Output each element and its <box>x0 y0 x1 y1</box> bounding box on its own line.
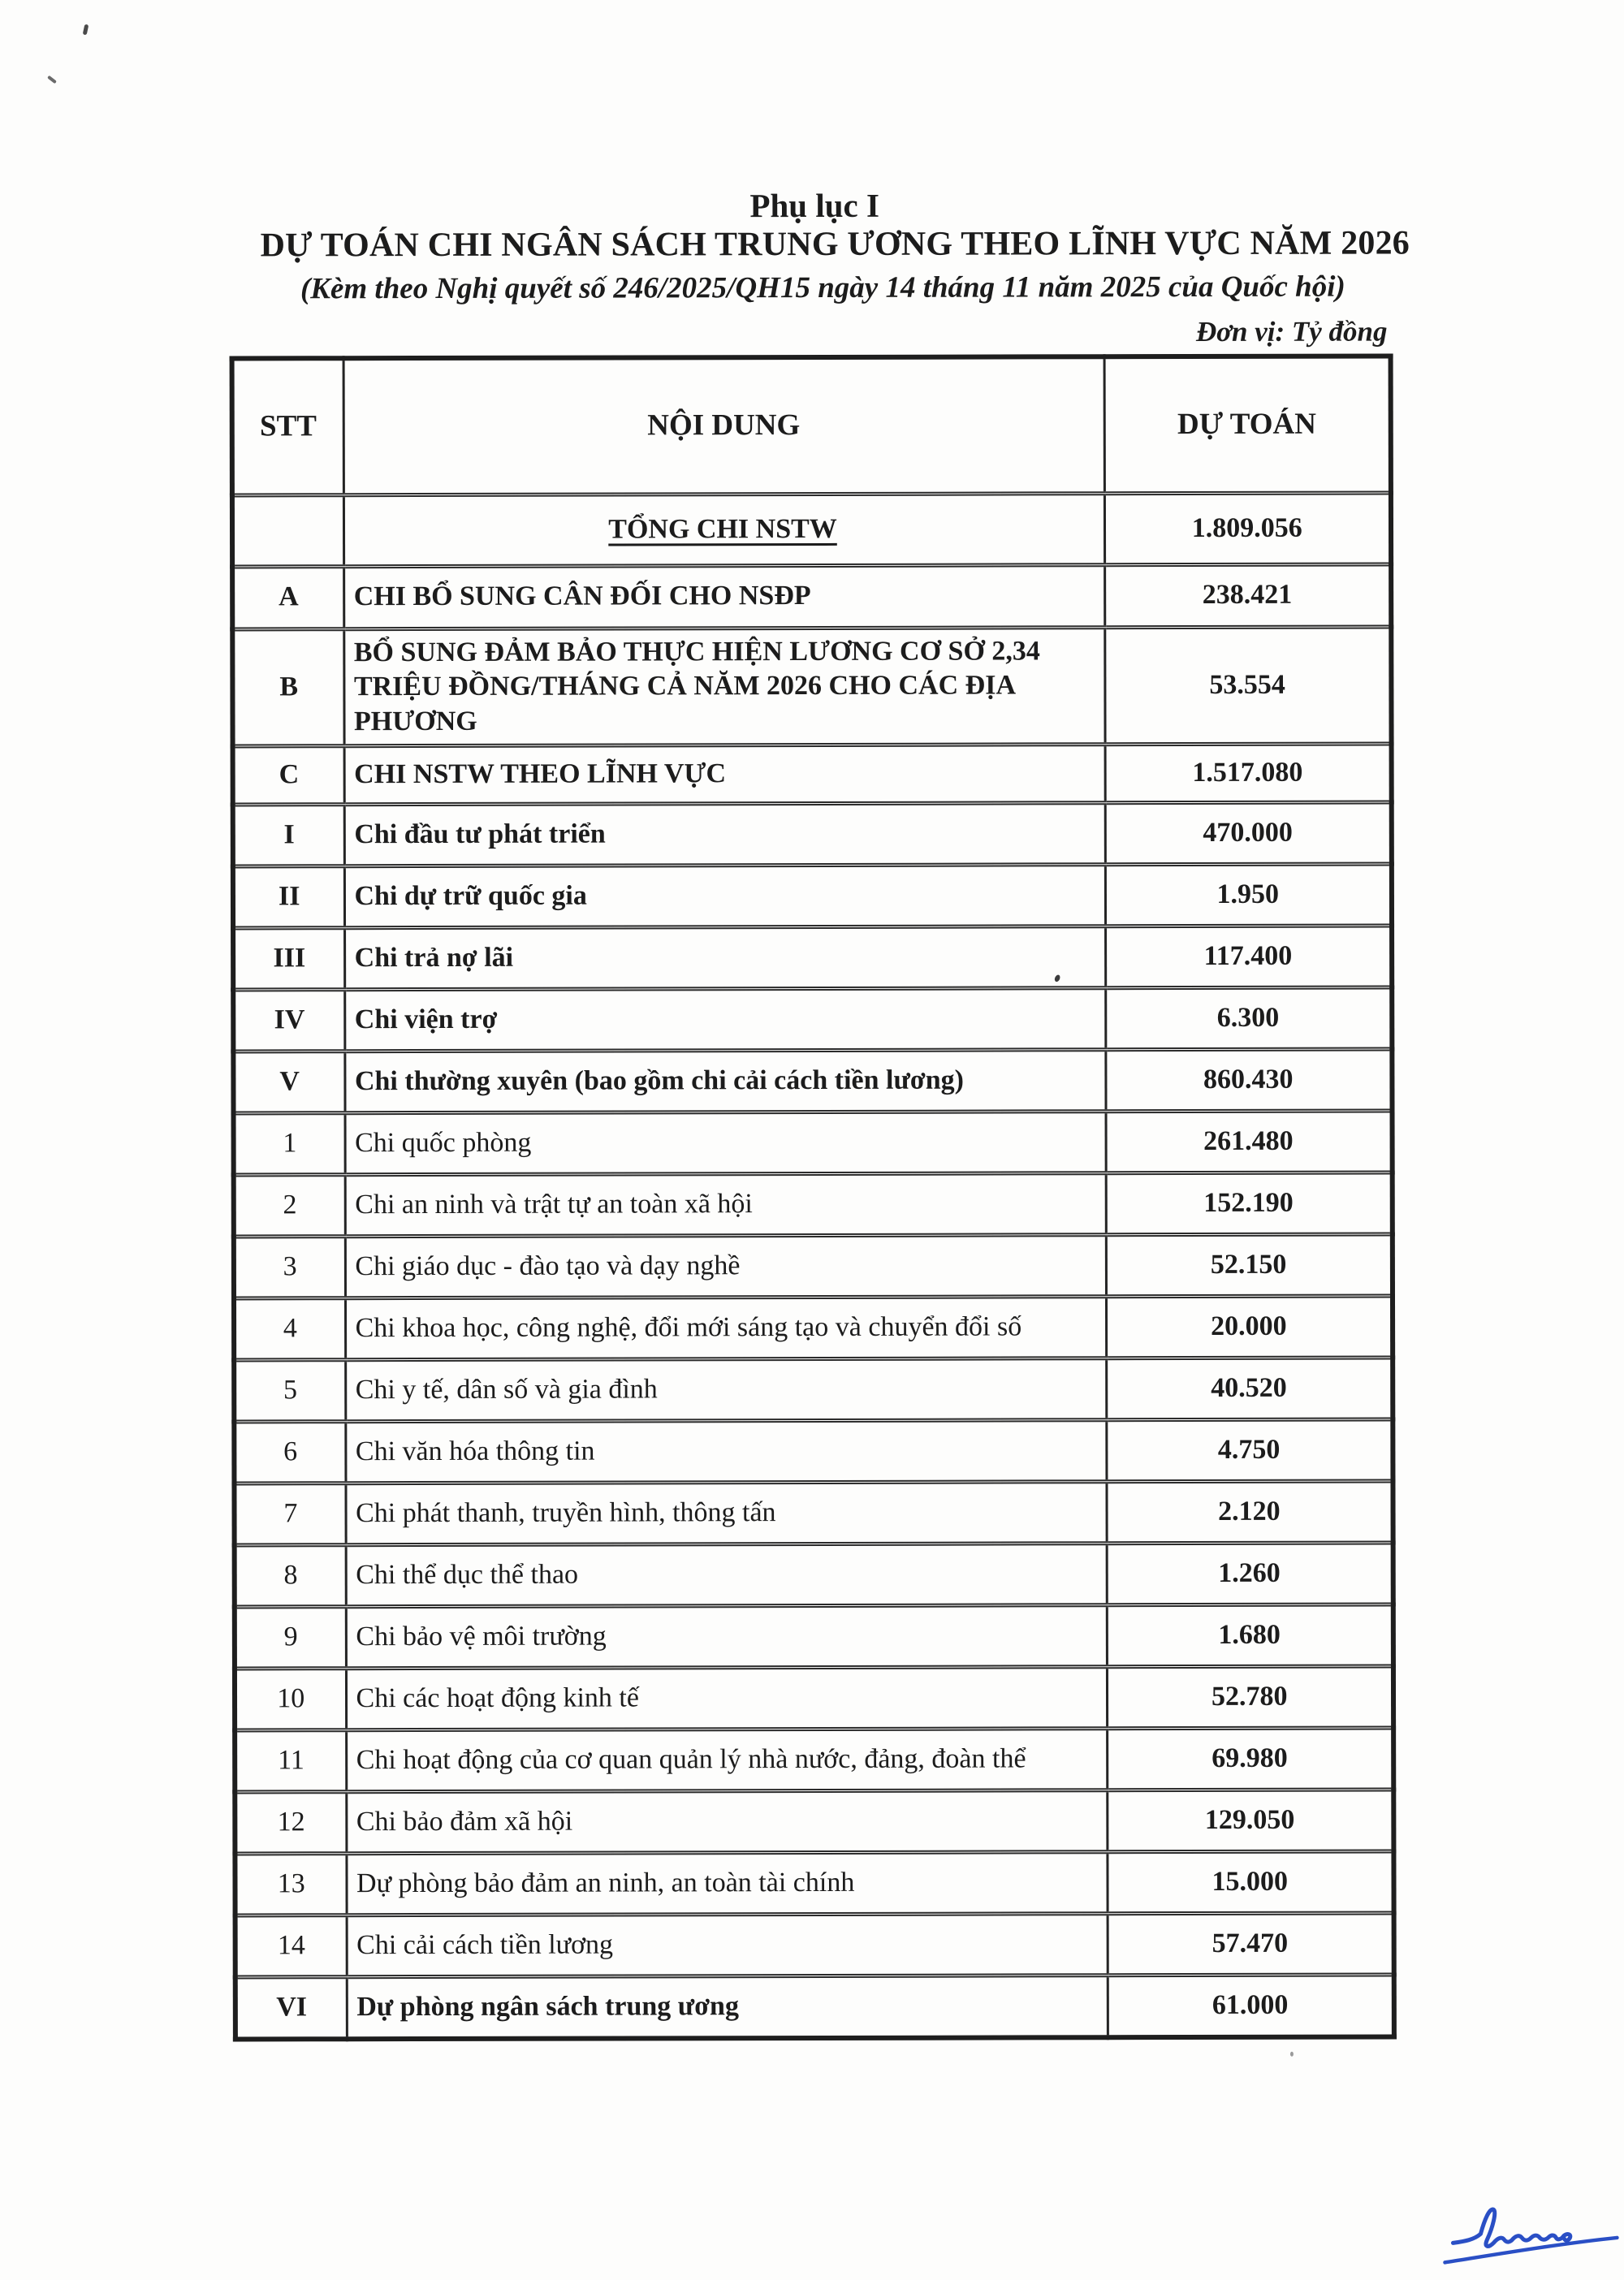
row-value: 1.260 <box>1107 1543 1393 1605</box>
row-stt <box>232 494 343 566</box>
row-stt: 7 <box>234 1483 345 1545</box>
row-stt: 14 <box>235 1915 347 1977</box>
row-content: Chi trả nợ lãi <box>344 926 1105 990</box>
row-stt: 3 <box>234 1237 345 1298</box>
row-stt: 10 <box>235 1669 346 1730</box>
row-content: Chi hoạt động của cơ quan quản lý nhà nước, đảng, đoàn thể <box>346 1729 1107 1792</box>
row-stt: C <box>233 746 344 805</box>
row-stt: IV <box>233 990 344 1051</box>
table-row <box>233 926 1392 990</box>
row-value: 40.520 <box>1106 1358 1393 1420</box>
row-content: Chi quốc phòng <box>345 1112 1106 1175</box>
row-value: 261.480 <box>1106 1111 1393 1173</box>
table-row <box>234 1234 1393 1298</box>
row-value: 1.680 <box>1107 1604 1393 1667</box>
row-value: 470.000 <box>1105 802 1392 865</box>
row-content: Chi viện trợ <box>344 988 1105 1051</box>
row-content: Chi đầu tư phát triển <box>344 803 1105 866</box>
unit-note: Đơn vị: Tỷ đồng <box>1195 315 1388 348</box>
row-value: 2.120 <box>1106 1481 1393 1544</box>
row-stt: 4 <box>234 1298 345 1360</box>
table-row <box>235 1543 1393 1607</box>
row-value: 6.300 <box>1105 987 1392 1050</box>
row-content: Chi bảo vệ môi trường <box>346 1605 1107 1669</box>
row-content: Dự phòng ngân sách trung ương <box>347 1976 1108 2039</box>
table-row <box>235 1913 1394 1977</box>
row-stt: B <box>232 628 343 746</box>
row-stt: 13 <box>235 1854 346 1915</box>
signature-initials <box>1453 2209 1570 2247</box>
row-value: 860.430 <box>1105 1049 1392 1112</box>
col-header-content: NỘI DUNG <box>343 356 1104 494</box>
table-row <box>235 1851 1393 1915</box>
col-header-value: DỰ TOÁN <box>1104 356 1391 494</box>
table-row <box>234 1111 1393 1175</box>
row-stt: III <box>233 928 344 990</box>
row-value: 152.190 <box>1106 1172 1393 1235</box>
table-row <box>232 627 1391 746</box>
row-content: Dự phòng bảo đảm an ninh, an toàn tài chính <box>346 1852 1107 1915</box>
table-row <box>232 564 1391 629</box>
row-content: Chi an ninh và trật tự an toàn xã hội <box>345 1173 1106 1237</box>
table-row <box>233 987 1392 1051</box>
appendix-label: Phụ lục I <box>749 186 879 225</box>
row-value: 53.554 <box>1104 627 1391 745</box>
table-row <box>233 864 1392 928</box>
signature-mark <box>1397 2191 1624 2277</box>
row-value: 238.421 <box>1104 564 1391 628</box>
document-subtitle: (Kèm theo Nghị quyết số 246/2025/QH15 ngày 14 tháng 11 năm 2025 của Quốc hội) <box>300 270 1345 306</box>
row-content: Chi phát thanh, truyền hình, thông tấn <box>345 1482 1106 1545</box>
row-content: Chi thể dục thể thao <box>346 1544 1107 1607</box>
row-value: 52.780 <box>1107 1666 1393 1729</box>
row-value: 57.470 <box>1108 1913 1394 1976</box>
row-content: Chi y tế, dân số và gia đình <box>345 1358 1106 1422</box>
table-row <box>233 802 1392 866</box>
row-value: 52.150 <box>1106 1234 1393 1297</box>
row-value: 129.050 <box>1107 1790 1393 1852</box>
row-value: 69.980 <box>1107 1728 1393 1790</box>
table-row <box>235 1728 1393 1792</box>
table-body <box>232 493 1394 2039</box>
row-value: 4.750 <box>1106 1419 1393 1482</box>
table-row <box>235 1604 1393 1669</box>
table-row <box>234 1419 1393 1483</box>
table-header <box>232 356 1391 495</box>
row-stt: 1 <box>234 1113 345 1175</box>
row-stt: VI <box>235 1977 347 2039</box>
row-content: Chi thường xuyên (bao gồm chi cải cách tiền lương) <box>344 1050 1105 1113</box>
row-content: Chi các hoạt động kinh tế <box>346 1667 1107 1730</box>
row-stt: 6 <box>234 1422 345 1483</box>
row-stt: 8 <box>235 1545 346 1607</box>
row-content: Chi cải cách tiền lương <box>347 1914 1108 1977</box>
row-value: 1.809.056 <box>1104 493 1391 565</box>
row-content: Chi khoa học, công nghệ, đổi mới sáng tạo và chuyển đổi số <box>345 1297 1106 1360</box>
table-row <box>234 1296 1393 1360</box>
row-stt: 5 <box>234 1360 345 1422</box>
row-content: Chi dự trữ quốc gia <box>344 865 1105 928</box>
row-stt: 2 <box>234 1175 345 1237</box>
row-value: 1.517.080 <box>1105 744 1392 803</box>
table-row <box>235 1666 1393 1730</box>
row-value: 1.950 <box>1105 864 1392 926</box>
table-row <box>234 1358 1393 1422</box>
row-value: 20.000 <box>1106 1296 1393 1358</box>
col-header-stt: STT <box>232 358 343 494</box>
row-content: Chi giáo dục - đào tạo và dạy nghề <box>345 1235 1106 1298</box>
budget-table <box>230 353 1397 2040</box>
row-content: CHI BỔ SUNG CÂN ĐỐI CHO NSĐP <box>343 564 1104 628</box>
row-content: Chi văn hóa thông tin <box>345 1420 1106 1483</box>
row-stt: V <box>233 1051 344 1113</box>
row-stt: 12 <box>235 1792 346 1854</box>
table-row <box>235 1975 1394 2039</box>
row-value: 15.000 <box>1107 1851 1393 1914</box>
row-content: TỔNG CHI NSTW <box>343 493 1104 566</box>
row-content: Chi bảo đảm xã hội <box>346 1790 1107 1854</box>
table-row <box>232 493 1391 567</box>
table-row <box>234 1172 1393 1237</box>
row-content: BỔ SUNG ĐẢM BẢO THỰC HIỆN LƯƠNG CƠ SỞ 2,34 TRIỆU ĐỒNG/THÁNG CẢ NĂM 2026 CHO CÁC ĐỊA PHƯƠNG <box>343 627 1104 745</box>
document-title: DỰ TOÁN CHI NGÂN SÁCH TRUNG ƯƠNG THEO LĨNH VỰC NĂM 2026 <box>260 224 1410 265</box>
row-stt: 9 <box>235 1607 346 1669</box>
row-stt: II <box>233 866 344 928</box>
table-row <box>235 1790 1393 1854</box>
row-stt: I <box>233 805 344 866</box>
row-value: 61.000 <box>1108 1975 1394 2037</box>
table-row <box>233 1049 1392 1113</box>
header-row <box>232 356 1391 495</box>
row-content: CHI NSTW THEO LĨNH VỰC <box>344 745 1105 805</box>
row-stt: 11 <box>235 1730 346 1792</box>
row-stt: A <box>232 566 343 628</box>
row-value: 117.400 <box>1105 926 1392 988</box>
table-row <box>233 744 1392 805</box>
scan-speck <box>1290 2052 1294 2057</box>
table-row <box>234 1481 1393 1545</box>
